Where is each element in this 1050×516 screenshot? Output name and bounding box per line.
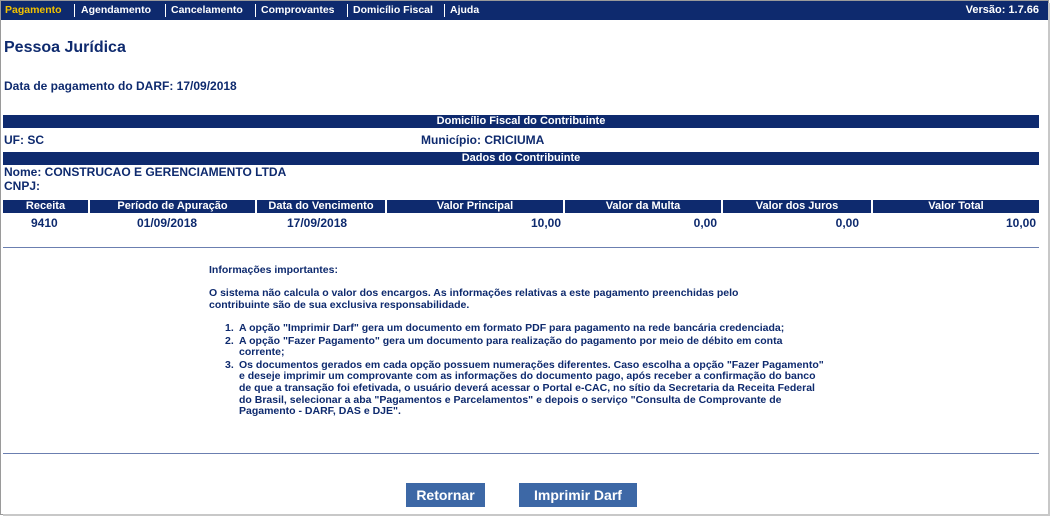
list-item-text: A opção "Fazer Pagamento" gera um documento para realização do pagamento por meio de débito em conta corrente; [239, 334, 783, 359]
divider [3, 247, 1039, 248]
tab-ajuda[interactable]: Ajuda [450, 4, 480, 16]
retornar-button[interactable]: Retornar [406, 483, 485, 507]
list-item-text: A opção "Imprimir Darf" gera um documento em formato PDF para pagamento na rede bancária credenciada; [239, 322, 785, 334]
list-item-number: 3. [225, 358, 234, 371]
tab-separator [165, 4, 166, 17]
info-heading: Informações importantes: [209, 264, 338, 276]
col-header-vencimento: Data do Vencimento [257, 200, 385, 213]
list-item-number: 2. [225, 334, 234, 347]
version-label: Versão: 1.7.66 [965, 4, 1039, 16]
list-item [209, 336, 829, 359]
payment-date: Data de pagamento do DARF: 17/09/2018 [4, 79, 237, 93]
col-header-periodo: Período de Apuração [90, 200, 255, 213]
contribuinte-header: Dados do Contribuinte [3, 152, 1039, 165]
page-title: Pessoa Jurídica [4, 39, 126, 56]
tab-pagamento[interactable]: Pagamento [5, 4, 62, 16]
cell-valor-principal: 10,00 [530, 216, 561, 230]
tab-separator [444, 4, 445, 17]
tab-cancelamento[interactable]: Cancelamento [171, 4, 243, 16]
nome-value: Nome: CONSTRUCAO E GERENCIAMENTO LTDA [4, 165, 287, 179]
imprimir-darf-button[interactable]: Imprimir Darf [519, 483, 637, 507]
col-header-valor-total: Valor Total [873, 200, 1039, 213]
tab-separator [74, 4, 75, 17]
cell-periodo: 01/09/2018 [137, 216, 198, 230]
info-list [209, 323, 829, 419]
tab-comprovantes[interactable]: Comprovantes [261, 4, 335, 16]
col-header-receita: Receita [3, 200, 88, 213]
domicilio-header: Domicílio Fiscal do Contribuinte [3, 115, 1039, 128]
col-header-valor-multa: Valor da Multa [565, 200, 721, 213]
tab-separator [347, 4, 348, 17]
list-item [209, 323, 829, 335]
cell-valor-juros: 0,00 [835, 216, 859, 230]
col-header-valor-juros: Valor dos Juros [723, 200, 871, 213]
cnpj-value: CNPJ: [4, 179, 41, 193]
tab-domicilio-fiscal[interactable]: Domicílio Fiscal [353, 4, 433, 16]
info-paragraph-line2: contribuinte são de sua exclusiva responsabilidade. [209, 299, 470, 311]
tab-agendamento[interactable]: Agendamento [81, 4, 152, 16]
list-item-text: Os documentos gerados em cada opção possuem numerações diferentes. Caso escolha a opção "Fazer Pagamento" e deseje imprimir um comprovante com as informações do documento pago, após receber a confirmação do banco de que a transação foi efetivada, o usuário deverá acessar o Portal e-CAC, no sítio da Secretaria da Receita Federal do Brasil, selecionar a aba "Pagamentos e Parcelamentos" e depois o serviço "Consulta de Comprovante de Pagamento - DARF, DAS e DJE". [239, 358, 824, 418]
col-header-valor-principal: Valor Principal [387, 200, 563, 213]
cell-vencimento: 17/09/2018 [287, 216, 348, 230]
info-paragraph-line1: O sistema não calcula o valor dos encargos. As informações relativas a este pagamento preenchidas pelo [209, 287, 739, 299]
top-nav [1, 1, 1048, 20]
tab-separator [255, 4, 256, 17]
cell-valor-multa: 0,00 [693, 216, 717, 230]
municipio-value: Município: CRICIUMA [421, 133, 545, 147]
list-item-number: 1. [225, 322, 234, 334]
list-item [209, 360, 829, 418]
cell-receita: 9410 [31, 216, 58, 230]
cell-valor-total: 10,00 [1005, 216, 1036, 230]
divider [3, 453, 1039, 454]
uf-value: UF: SC [4, 133, 44, 147]
